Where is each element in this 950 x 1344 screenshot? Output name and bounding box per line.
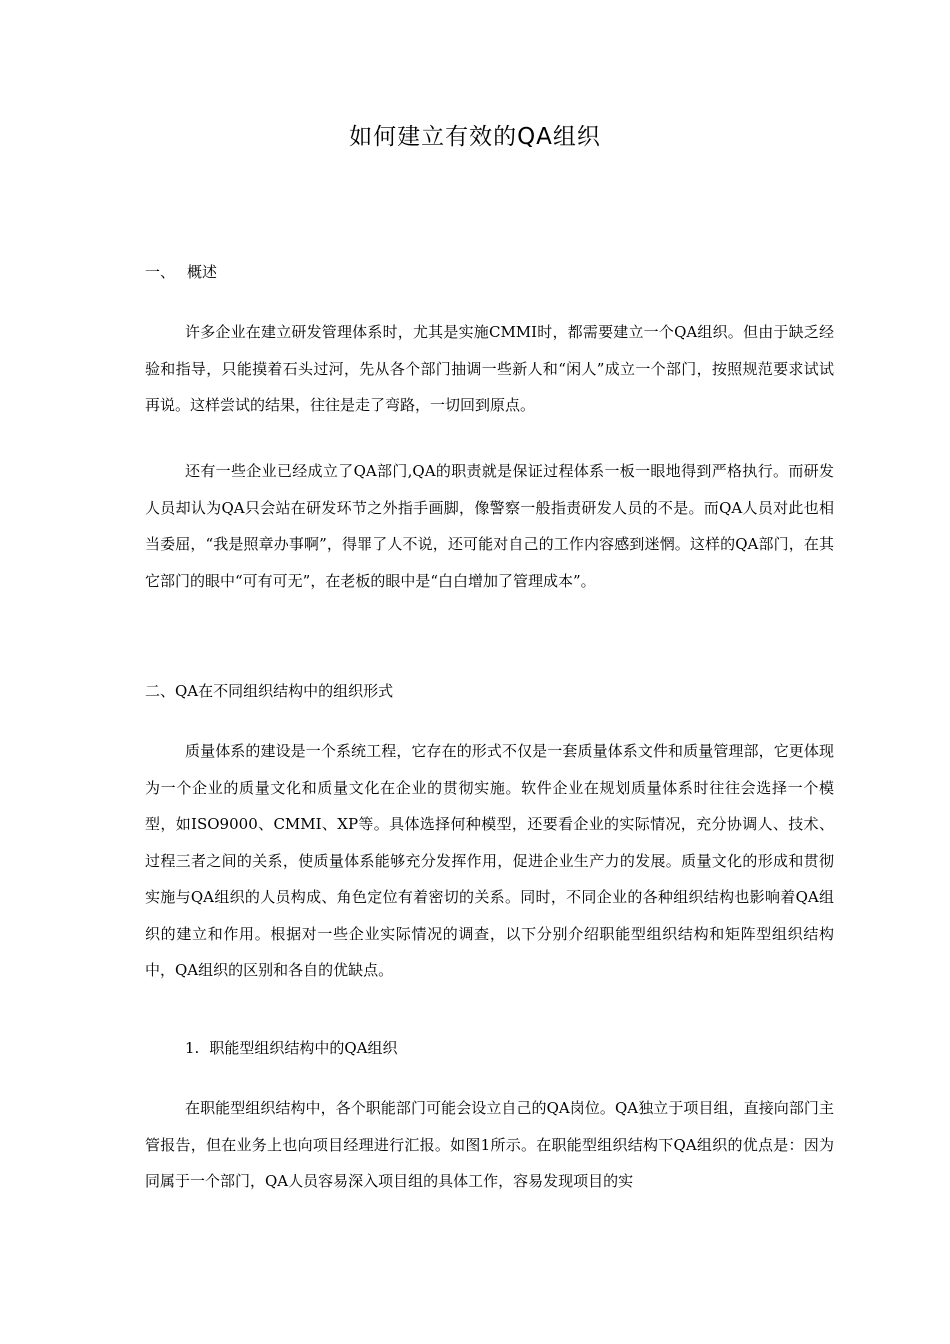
paragraph: 许多企业在建立研发管理体系时，尤其是实施CMMI时，都需要建立一个QA组织。但由于缺乏经验和指导，只能摸着石头过河，先从各个部门抽调一些新人和“闲人”成立一个部门，按照规范要求试试再说。这样尝试的结果，往往是走了弯路，一切回到原点。 <box>145 323 834 414</box>
section-heading-qa-org-forms: 二、QA在不同组织结构中的组织形式 <box>145 682 394 700</box>
document-title: 如何建立有效的QA组织 <box>349 124 601 150</box>
section-heading-overview <box>145 261 217 282</box>
section-title: 概述 <box>187 263 218 281</box>
section-number: 一、 <box>145 263 176 281</box>
paragraph: 还有一些企业已经成立了QA部门,QA的职责就是保证过程体系一板一眼地得到严格执行。而研发人员却认为QA只会站在研发环节之外指手画脚，像警察一般指责研发人员的不是。而QA人员对此也相当委屈，“我是照章办事啊”，得罪了人不说，还可能对自己的工作内容感到迷惘。这样的QA部门，在其它部门的眼中“可有可无”，在老板的眼中是“白白增加了管理成本”。 <box>145 462 834 590</box>
subsection-number: 1. <box>185 1039 200 1057</box>
subsection-title: 职能型组织结构中的QA组织 <box>209 1039 398 1057</box>
paragraph: 在职能型组织结构中，各个职能部门可能会设立自己的QA岗位。QA独立于项目组，直接向部门主管报告，但在业务上也向项目经理进行汇报。如图1所示。在职能型组织结构下QA组织的优点是：因为同属于一个部门，QA人员容易深入项目组的具体工作，容易发现项目的实 <box>145 1099 834 1190</box>
paragraph: 质量体系的建设是一个系统工程，它存在的形式不仅是一套质量体系文件和质量管理部，它更体现为一个企业的质量文化和质量文化在企业的贯彻实施。软件企业在规划质量体系时往往会选择一个模型，如ISO9000、CMMI、XP等。具体选择何种模型，还要看企业的实际情况，充分协调人、技术、过程三者之间的关系，使质量体系能够充分发挥作用，促进企业生产力的发展。质量文化的形成和贯彻实施与QA组织的人员构成、角色定位有着密切的关系。同时，不同企业的各种组织结构也影响着QA组织的建立和作用。根据对一些企业实际情况的调查，以下分别介绍职能型组织结构和矩阵型组织结构中，QA组织的区别和各自的优缺点。 <box>145 742 834 979</box>
subsection-heading-functional <box>185 1037 397 1058</box>
